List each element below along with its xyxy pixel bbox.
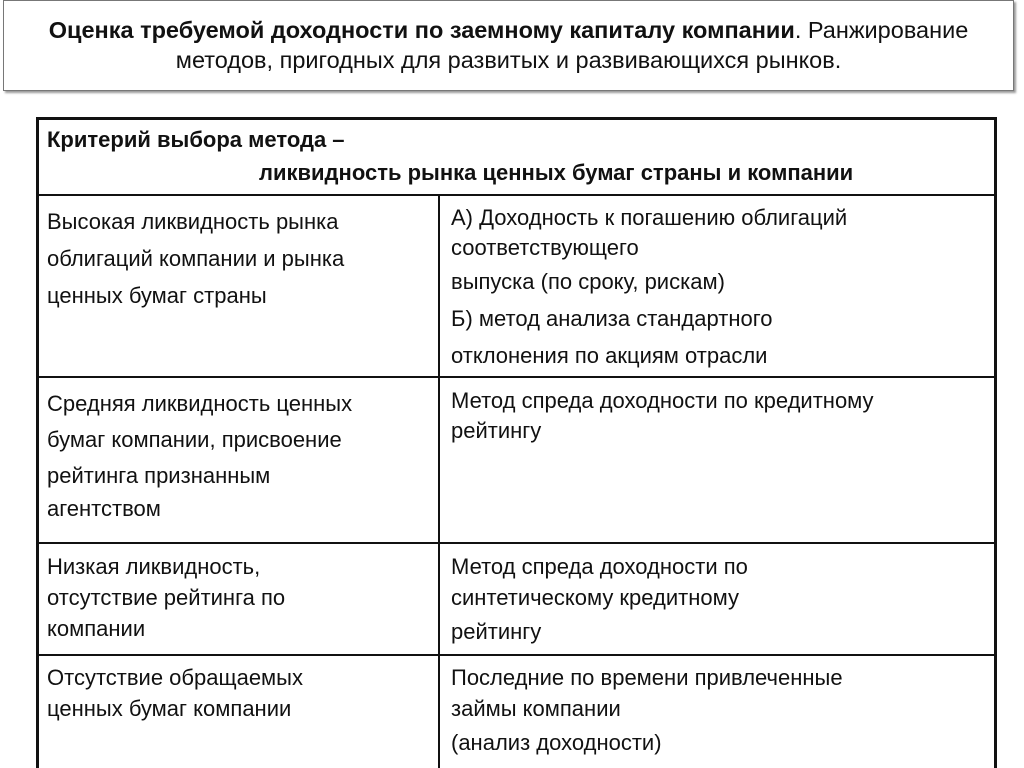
cell-text: бумаг компании, присвоение: [47, 427, 342, 452]
header-line-1: Критерий выбора метода –: [47, 127, 345, 152]
row-divider: [36, 654, 997, 656]
table-row-2-criterion: [47, 386, 432, 524]
table-header: [47, 126, 977, 187]
cell-text: рейтингу: [451, 619, 542, 644]
table-row-3-criterion: [47, 551, 432, 644]
cell-text: ценных бумаг компании: [47, 696, 292, 721]
cell-text: Метод спреда доходности по: [451, 554, 748, 579]
cell-text: отклонения по акциям отрасли: [451, 343, 768, 368]
cell-text: рейтинга признанным: [47, 463, 271, 488]
cell-text: соответствующего: [451, 235, 639, 260]
table-row-2-method: [451, 386, 991, 446]
title-second-line: методов, пригодных для развитых и развивающихся рынков.: [175, 47, 842, 73]
cell-text: синтетическому кредитному: [451, 585, 739, 610]
cell-text: отсутствие рейтинга по: [47, 585, 286, 610]
cell-text: ценных бумаг страны: [47, 283, 267, 308]
title-bold-text: Оценка требуемой доходности по заемному капиталу компании: [48, 17, 795, 43]
cell-text: Высокая ликвидность рынка: [47, 209, 339, 234]
title-rest-text: . Ранжирование: [794, 17, 969, 43]
cell-text: компании: [47, 616, 146, 641]
cell-text: Отсутствие обращаемых: [47, 665, 303, 690]
cell-text: А) Доходность к погашению облигаций: [451, 205, 848, 230]
header-line-2: ликвидность рынка ценных бумаг страны и компании: [259, 160, 854, 185]
cell-text: займы компании: [451, 696, 621, 721]
header-divider: [36, 194, 997, 196]
cell-text: рейтингу: [451, 418, 542, 443]
cell-text: агентством: [47, 496, 161, 521]
row-divider: [36, 542, 997, 544]
cell-text: Б) метод анализа стандартного: [451, 306, 773, 331]
method-table: [36, 117, 997, 768]
table-row-4-criterion: [47, 662, 432, 724]
table-row-1-method: [451, 203, 991, 374]
row-divider: [36, 376, 997, 378]
cell-text: (анализ доходности): [451, 730, 662, 755]
cell-text: облигаций компании и рынка: [47, 246, 345, 271]
table-row-4-method: [451, 662, 991, 761]
table-row-3-method: [451, 551, 991, 650]
cell-text: Последние по времени привлеченные: [451, 665, 843, 690]
column-divider: [438, 195, 440, 768]
cell-text: Метод спреда доходности по кредитному: [451, 388, 874, 413]
cell-text: Средняя ликвидность ценных: [47, 391, 353, 416]
cell-text: выпуска (по сроку, рискам): [451, 269, 725, 294]
cell-text: Низкая ликвидность,: [47, 554, 261, 579]
slide-title: [3, 0, 1014, 91]
table-row-1-criterion: [47, 203, 432, 314]
